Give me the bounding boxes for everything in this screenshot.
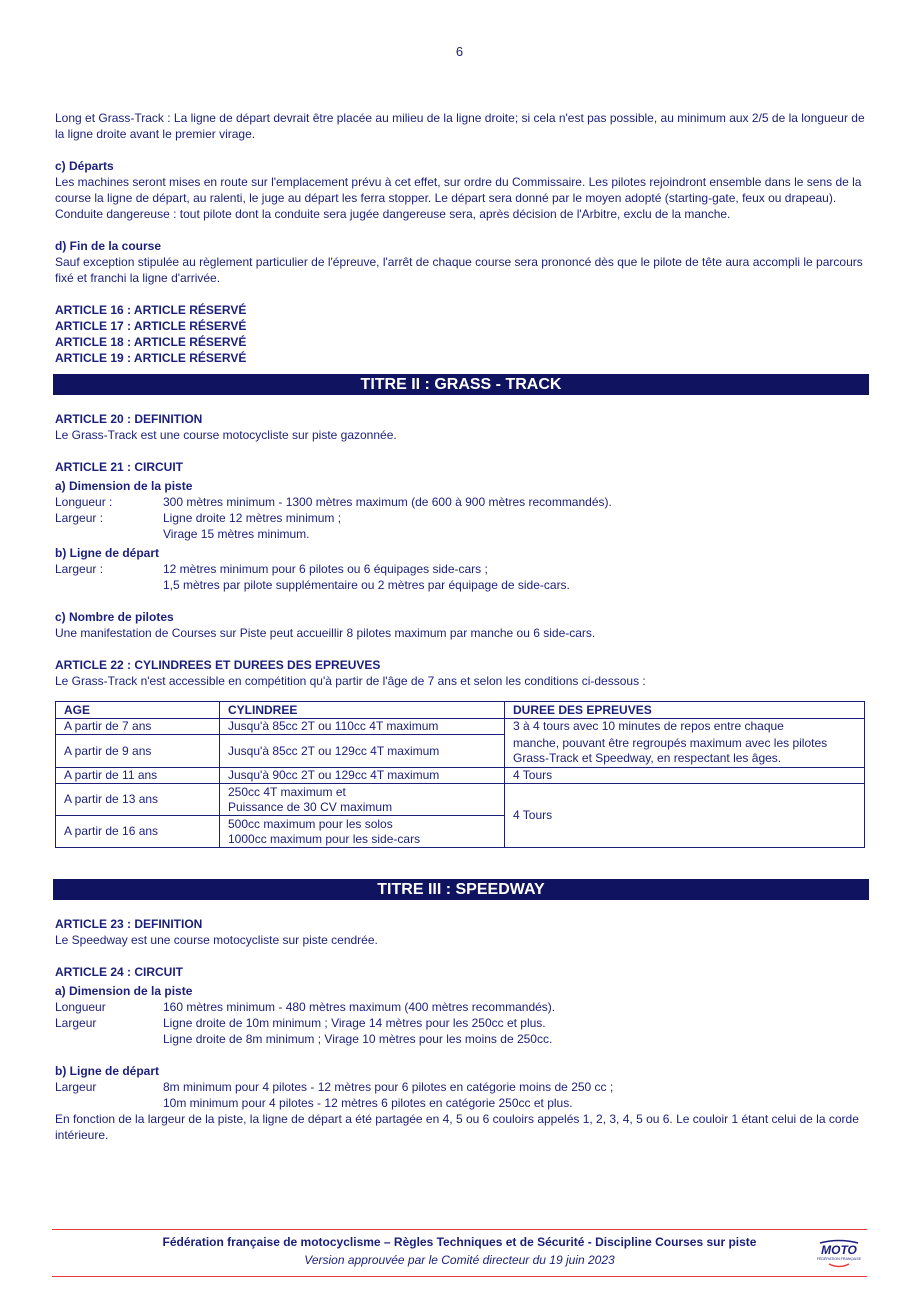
cylindree-table [55, 701, 865, 848]
table-cell-cylindree [220, 816, 505, 848]
nombre-pilotes-text: Une manifestation de Courses sur Piste peut accueillir 8 pilotes maximum par manche ou 6 side-cars. [55, 626, 596, 640]
footer-version: Version approuvée par le Comité directeur du 19 juin 2023 [304, 1253, 615, 1267]
largeur-value-line: Virage 15 mètres minimum. [163, 527, 310, 541]
largeur-row [55, 510, 867, 542]
table-cell-age: A partir de 16 ans [56, 816, 220, 848]
largeur-label: Largeur [55, 1016, 97, 1030]
largeur-row [55, 1015, 867, 1047]
footer [52, 1233, 867, 1269]
ligne-largeur-label: Largeur : [55, 562, 104, 576]
table-row [56, 735, 865, 768]
table-header-cell: CYLINDREE [220, 702, 505, 719]
table-cell-line: 250cc 4T maximum et [228, 784, 346, 799]
article-22-text: Le Grass-Track n'est accessible en compétition qu'à partir de l'âge de 7 ans et selon les conditions ci-dessous : [55, 674, 646, 688]
table-cell-line: 1000cc maximum pour les side-cars [228, 831, 421, 846]
table-cell-duree: 3 à 4 tours avec 10 minutes de repos entre chaque [505, 719, 865, 735]
departs-heading: c) Départs [55, 159, 114, 173]
table-row [56, 768, 865, 784]
reserved-article: ARTICLE 16 : ARTICLE RÉSERVÉ [55, 303, 247, 317]
longueur-label: Longueur : [55, 495, 113, 509]
dimension-heading: a) Dimension de la piste [55, 984, 193, 998]
table-header-row [56, 702, 865, 719]
longueur-value: 300 mètres minimum - 1300 mètres maximum (de 600 à 900 mètres recommandés). [163, 495, 612, 509]
ligne-depart-heading: b) Ligne de départ [55, 546, 160, 560]
ligne-value-line: 10m minimum pour 4 pilotes - 12 mètres 6 pilotes en catégorie 250cc et plus. [163, 1096, 573, 1110]
page-number: 6 [455, 44, 464, 59]
footer-title: Fédération française de motocyclisme – Règles Techniques et de Sécurité - Discipline Courses sur piste [162, 1235, 757, 1249]
ligne-largeur-value [163, 561, 867, 593]
ligne-largeur-value [163, 1079, 867, 1111]
reserved-article: ARTICLE 17 : ARTICLE RÉSERVÉ [55, 319, 247, 333]
article-20-text: Le Grass-Track est une course motocycliste sur piste gazonnée. [55, 428, 397, 442]
largeur-value [163, 510, 867, 542]
table-cell-age: A partir de 7 ans [56, 719, 220, 735]
ligne-largeur-row [55, 1079, 867, 1111]
longueur-label: Longueur [55, 1000, 106, 1014]
conduite-paragraph: Conduite dangereuse : tout pilote dont la conduite sera jugée dangereuse sera, après décision de l'Arbitre, exclu de la manche. [55, 207, 731, 221]
ligne-largeur-row [55, 561, 867, 593]
table-row [56, 784, 865, 816]
reserved-article: ARTICLE 18 : ARTICLE RÉSERVÉ [55, 335, 247, 349]
nombre-pilotes-heading: c) Nombre de pilotes [55, 610, 174, 624]
article-23-text: Le Speedway est une course motocycliste sur piste cendrée. [55, 933, 378, 947]
largeur-value [163, 1015, 867, 1047]
fin-paragraph: Sauf exception stipulée au règlement particulier de l'épreuve, l'arrêt de chaque course sera prononcé dès que le pilote de tête aura accompli le parcours fixé et franchi la ligne d'arrivée. [55, 255, 863, 285]
largeur-value-line: Ligne droite 12 mètres minimum ; [163, 511, 342, 525]
longueur-row [55, 494, 867, 510]
article-21-heading: ARTICLE 21 : CIRCUIT [55, 460, 184, 474]
table-header-cell: DUREE DES EPREUVES [505, 702, 865, 719]
titre-2-banner: TITRE II : GRASS - TRACK [53, 374, 869, 395]
ligne-value-line: 8m minimum pour 4 pilotes - 12 mètres pour 6 pilotes en catégorie moins de 250 cc ; [163, 1080, 614, 1094]
article-23-heading: ARTICLE 23 : DEFINITION [55, 917, 203, 931]
table-cell-cylindree [220, 784, 505, 816]
dimension-heading: a) Dimension de la piste [55, 479, 193, 493]
largeur-value-line: Ligne droite de 8m minimum ; Virage 10 mètres pour les moins de 250cc. [163, 1032, 553, 1046]
article-24-heading: ARTICLE 24 : CIRCUIT [55, 965, 184, 979]
ffm-logo [817, 1238, 861, 1270]
longueur-row [55, 999, 867, 1015]
table-cell-age: A partir de 11 ans [56, 768, 220, 784]
titre-3-banner: TITRE III : SPEEDWAY [53, 879, 869, 900]
couloirs-paragraph: En fonction de la largeur de la piste, la ligne de départ a été partagée en 4, 5 ou 6 couloirs appelés 1, 2, 3, 4, 5 ou 6. Le couloir 1 étant celui de la corde intérieure. [55, 1112, 859, 1142]
largeur-label: Largeur : [55, 511, 104, 525]
table-cell-line: Puissance de 30 CV maximum [228, 799, 393, 814]
ligne-value-line: 1,5 mètres par pilote supplémentaire ou 2 mètres par équipage de side-cars. [163, 578, 570, 592]
table-header-cell: AGE [56, 702, 220, 719]
logo-subtext: FÉDÉRATION FRANÇAISE [817, 1257, 861, 1261]
reserved-article: ARTICLE 19 : ARTICLE RÉSERVÉ [55, 351, 247, 365]
table-cell-age: A partir de 9 ans [56, 735, 220, 768]
article-22-heading: ARTICLE 22 : CYLINDREES ET DUREES DES EPREUVES [55, 658, 381, 672]
ligne-value-line: 12 mètres minimum pour 6 pilotes ou 6 équipages side-cars ; [163, 562, 488, 576]
logo-text: MOTO [821, 1243, 857, 1257]
table-cell-cylindree: Jusqu'à 85cc 2T ou 129cc 4T maximum [220, 735, 505, 768]
departs-paragraph: Les machines seront mises en route sur l'emplacement prévu à cet effet, sur ordre du Commissaire. Les pilotes rejoindront ensemble dans le sens de la course la ligne de départ, au ralenti, le juge au départ les ferra stopper. Le départ sera donné par le moyen adopté (starting-gate, feux ou drapeau). [55, 175, 862, 205]
article-20-heading: ARTICLE 20 : DEFINITION [55, 412, 203, 426]
table-row [56, 719, 865, 735]
table-cell-duree: 4 Tours [505, 768, 865, 784]
longueur-value: 160 mètres minimum - 480 mètres maximum (400 mètres recommandés). [163, 1000, 556, 1014]
table-cell-cylindree: Jusqu'à 90cc 2T ou 129cc 4T maximum [220, 768, 505, 784]
footer-rule-bottom [52, 1276, 867, 1277]
table-cell-line: 500cc maximum pour les solos [228, 816, 393, 831]
ligne-largeur-label: Largeur [55, 1080, 97, 1094]
ligne-depart-heading: b) Ligne de départ [55, 1064, 160, 1078]
fin-heading: d) Fin de la course [55, 239, 162, 253]
page-content [55, 110, 867, 1143]
table-cell-duree: manche, pouvant être regroupés maximum avec les pilotes Grass-Track et Speedway, en respectant les âges. [505, 735, 865, 768]
table-cell-cylindree: Jusqu'à 85cc 2T ou 110cc 4T maximum [220, 719, 505, 735]
intro-paragraph: Long et Grass-Track : La ligne de départ devrait être placée au milieu de la ligne droite; si cela n'est pas possible, au minimum aux 2/5 de la longueur de la ligne droite avant le premier virage. [55, 111, 865, 141]
largeur-value-line: Ligne droite de 10m minimum ; Virage 14 mètres pour les 250cc et plus. [163, 1016, 546, 1030]
table-cell-duree: 4 Tours [505, 784, 865, 848]
footer-rule-top [52, 1229, 867, 1230]
table-cell-age: A partir de 13 ans [56, 784, 220, 816]
